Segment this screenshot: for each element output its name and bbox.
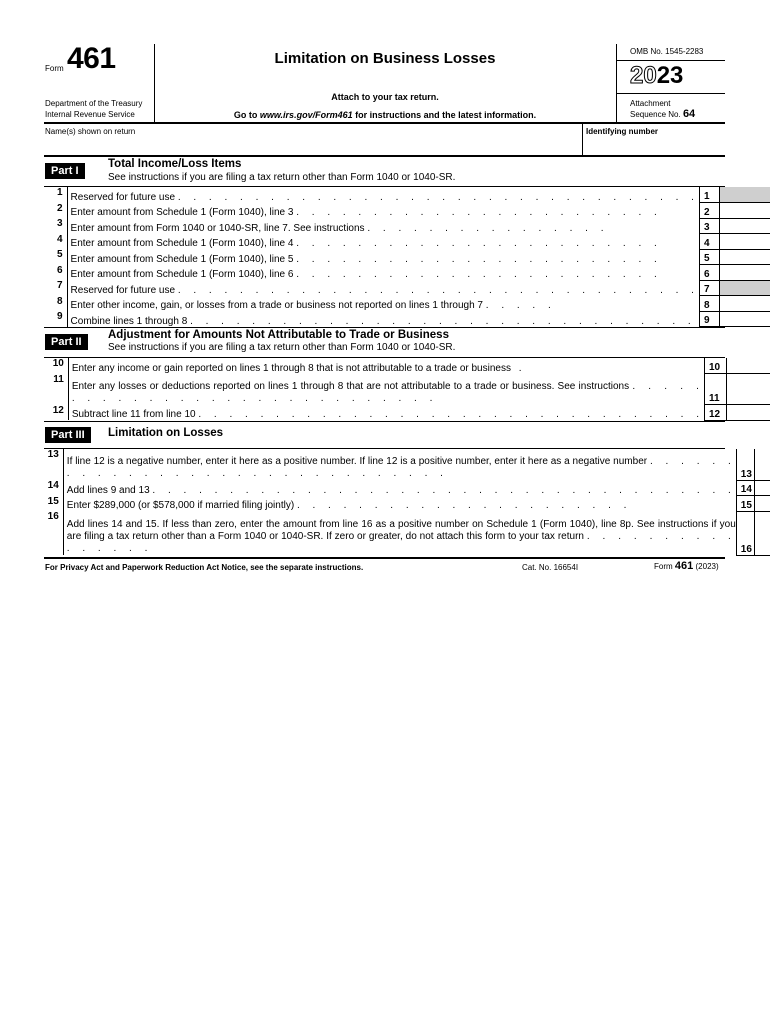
- footer-form-word: Form: [654, 562, 673, 571]
- line-box-number: 13: [736, 449, 754, 480]
- identifying-number-input[interactable]: [584, 137, 724, 154]
- line-description: If line 12 is a negative number, enter it here as a positive number. If line 12 is a positive number, enter it here as a negative number . . . . . . . . . . . . . . . . . . . . . . . . . . . . . . .: [63, 449, 736, 480]
- line-box-number: 14: [736, 480, 754, 496]
- line-number: 8: [56, 295, 63, 307]
- line-number: 5: [56, 249, 63, 260]
- line-box-number: 11: [704, 374, 726, 405]
- line-row: [45, 358, 770, 374]
- line-box-number: 7: [699, 280, 719, 296]
- footer-form-year: (2023): [695, 562, 719, 571]
- line-amount-input[interactable]: [720, 234, 770, 250]
- omb-number: OMB No. 1545-2283: [630, 47, 704, 56]
- line-amount-input[interactable]: [720, 311, 770, 327]
- line-amount-input[interactable]: [720, 203, 770, 219]
- line-amount-input[interactable]: [754, 496, 770, 512]
- line-box-number: 16: [736, 511, 754, 555]
- line-number: 4: [56, 233, 63, 245]
- part-1-title: Total Income/Loss Items: [108, 158, 242, 170]
- line-description: Combine lines 1 through 8 . . . . . . . . . . . . . . . . . . . . . . . . . . . . . . . . .: [67, 311, 699, 327]
- goto-suffix: for instructions and the latest information.: [352, 110, 537, 120]
- line-box-number: 6: [699, 265, 719, 281]
- line-amount-shaded: [720, 280, 770, 296]
- line-number: 1: [56, 187, 63, 198]
- line-number: 3: [56, 218, 63, 229]
- line-description: Enter amount from Schedule 1 (Form 1040), line 5 . . . . . . . . . . . . . . . . . . . . . . . .: [67, 249, 699, 265]
- part-2-lines: [45, 358, 770, 421]
- line-description: Enter any losses or deductions reported on lines 1 through 8 that are not attributable to a trade or business. See instructions . . . . . . . . . . . . . . . . . . . . . . . . . . . . .: [68, 374, 704, 405]
- part-3-badge: Part III: [45, 427, 91, 443]
- line-box-number: 8: [699, 296, 719, 312]
- line-amount-input[interactable]: [754, 449, 770, 480]
- line-box-number: 12: [704, 405, 726, 421]
- attachment-label: Attachment: [630, 99, 671, 108]
- line-box-number: 2: [699, 203, 719, 219]
- line-amount-input[interactable]: [720, 296, 770, 312]
- line-description: Reserved for future use . . . . . . . . . . . . . . . . . . . . . . . . . . . . . . . . . .: [67, 187, 699, 203]
- tax-year-outline: 20: [630, 62, 657, 89]
- sequence-number: 64: [682, 108, 696, 120]
- line-description: Enter any income or gain reported on lines 1 through 8 that is not attributable to a trade or business .: [68, 358, 704, 374]
- part-3-lines: [45, 449, 770, 556]
- line-amount-input[interactable]: [720, 218, 770, 234]
- line-number: 11: [53, 373, 64, 385]
- line-number: 7: [56, 280, 63, 291]
- line-row: [45, 203, 770, 219]
- line-number: 16: [47, 511, 59, 522]
- privacy-notice: For Privacy Act and Paperwork Reduction Act Notice, see the separate instructions.: [45, 563, 364, 572]
- line-row: [45, 511, 770, 555]
- footer-form-id: [654, 560, 719, 572]
- line-row: [45, 296, 770, 312]
- line-description: Enter amount from Schedule 1 (Form 1040), line 6 . . . . . . . . . . . . . . . . . . . . . . . .: [67, 265, 699, 281]
- line-description: Enter amount from Form 1040 or 1040-SR, line 7. See instructions . . . . . . . . . . . . . . . .: [67, 218, 699, 234]
- line-box-number: 4: [699, 234, 719, 250]
- line-number: 13: [47, 449, 59, 460]
- identifying-number-label: Identifying number: [586, 127, 658, 136]
- line-number: 15: [47, 495, 59, 507]
- line-row: [45, 405, 770, 421]
- attachment-sequence: [630, 99, 695, 120]
- line-box-number: 15: [736, 496, 754, 512]
- sequence-label: Sequence No.: [630, 110, 681, 119]
- line-row: [45, 249, 770, 265]
- line-amount-input[interactable]: [726, 358, 770, 374]
- line-number: 2: [56, 202, 63, 214]
- part-1-badge: Part I: [45, 163, 85, 179]
- names-label: Name(s) shown on return: [45, 127, 136, 136]
- form-label: Form: [45, 64, 64, 73]
- line-row: [45, 374, 770, 405]
- line-amount-shaded: [720, 187, 770, 203]
- line-amount-input[interactable]: [720, 249, 770, 265]
- footer-form-number: 461: [674, 560, 694, 572]
- line-amount-input[interactable]: [754, 511, 770, 555]
- line-amount-input[interactable]: [726, 374, 770, 405]
- line-row: [45, 187, 770, 203]
- line-description: Add lines 14 and 15. If less than zero, enter the amount from line 16 as a positive number on Schedule 1 (Form 1040), line 8p. See instructions if you are filing a tax return other than a Form 1040 or 1040-SR. If zero or greater, do not attach this form to your tax return . . . . . . . . . . . . . . . .: [63, 511, 736, 555]
- line-description: Add lines 9 and 13 . . . . . . . . . . . . . . . . . . . . . . . . . . . . . . . . . . . . . .: [63, 480, 736, 496]
- line-amount-input[interactable]: [720, 265, 770, 281]
- line-row: [45, 218, 770, 234]
- line-box-number: 3: [699, 218, 719, 234]
- instructions-url[interactable]: www.irs.gov/Form461: [259, 110, 353, 120]
- part-2-title: Adjustment for Amounts Not Attributable to Trade or Business: [108, 329, 449, 341]
- line-amount-input[interactable]: [754, 480, 770, 496]
- tax-year-bold: 23: [656, 62, 684, 89]
- goto-prefix: Go to: [233, 110, 260, 120]
- line-number: 12: [52, 404, 64, 416]
- line-row: [45, 449, 770, 480]
- line-row: [45, 480, 770, 496]
- part-1-lines: [45, 187, 770, 327]
- part-1-subtitle: See instructions if you are filing a tax return other than Form 1040 or 1040-SR.: [108, 172, 456, 183]
- line-row: [45, 496, 770, 512]
- instructions-link-line: [155, 110, 615, 120]
- line-number: 6: [56, 264, 63, 276]
- line-row: [45, 311, 770, 327]
- line-box-number: 9: [699, 311, 719, 327]
- line-number: 14: [47, 480, 59, 491]
- line-description: Enter $289,000 (or $578,000 if married filing jointly) . . . . . . . . . . . . . . . . . . . . . .: [63, 496, 736, 512]
- part-3-title: Limitation on Losses: [108, 427, 224, 439]
- line-number: 9: [56, 311, 63, 322]
- line-description: Enter other income, gain, or losses from a trade or business not reported on lines 1 through 7 . . . . .: [67, 296, 699, 312]
- line-amount-input[interactable]: [726, 405, 770, 421]
- department-line-1: Department of the Treasury: [45, 99, 143, 108]
- line-description: Reserved for future use . . . . . . . . . . . . . . . . . . . . . . . . . . . . . . . . . .: [67, 280, 699, 296]
- catalog-number: Cat. No. 16654I: [522, 563, 579, 572]
- line-row: [45, 234, 770, 250]
- line-description: Subtract line 11 from line 10 . . . . . . . . . . . . . . . . . . . . . . . . . . . . . . . . .: [68, 405, 704, 421]
- line-description: Enter amount from Schedule 1 (Form 1040), line 3 . . . . . . . . . . . . . . . . . . . . . . . .: [67, 203, 699, 219]
- form-number: 461: [67, 42, 116, 75]
- line-box-number: 5: [699, 249, 719, 265]
- name-input[interactable]: [44, 137, 581, 154]
- attach-instruction: Attach to your tax return.: [331, 92, 439, 102]
- line-box-number: 10: [704, 358, 726, 374]
- line-row: [45, 280, 770, 296]
- line-number: 10: [52, 358, 64, 369]
- form-title: Limitation on Business Losses: [274, 50, 496, 67]
- line-description: Enter amount from Schedule 1 (Form 1040), line 4 . . . . . . . . . . . . . . . . . . . . . . . .: [67, 234, 699, 250]
- tax-year: [630, 62, 683, 90]
- line-row: [45, 265, 770, 281]
- department-line-2: Internal Revenue Service: [45, 110, 135, 119]
- part-2-subtitle: See instructions if you are filing a tax return other than Form 1040 or 1040-SR.: [108, 342, 456, 353]
- department-label: [45, 98, 142, 120]
- line-box-number: 1: [699, 187, 719, 203]
- part-2-badge: Part II: [45, 334, 88, 350]
